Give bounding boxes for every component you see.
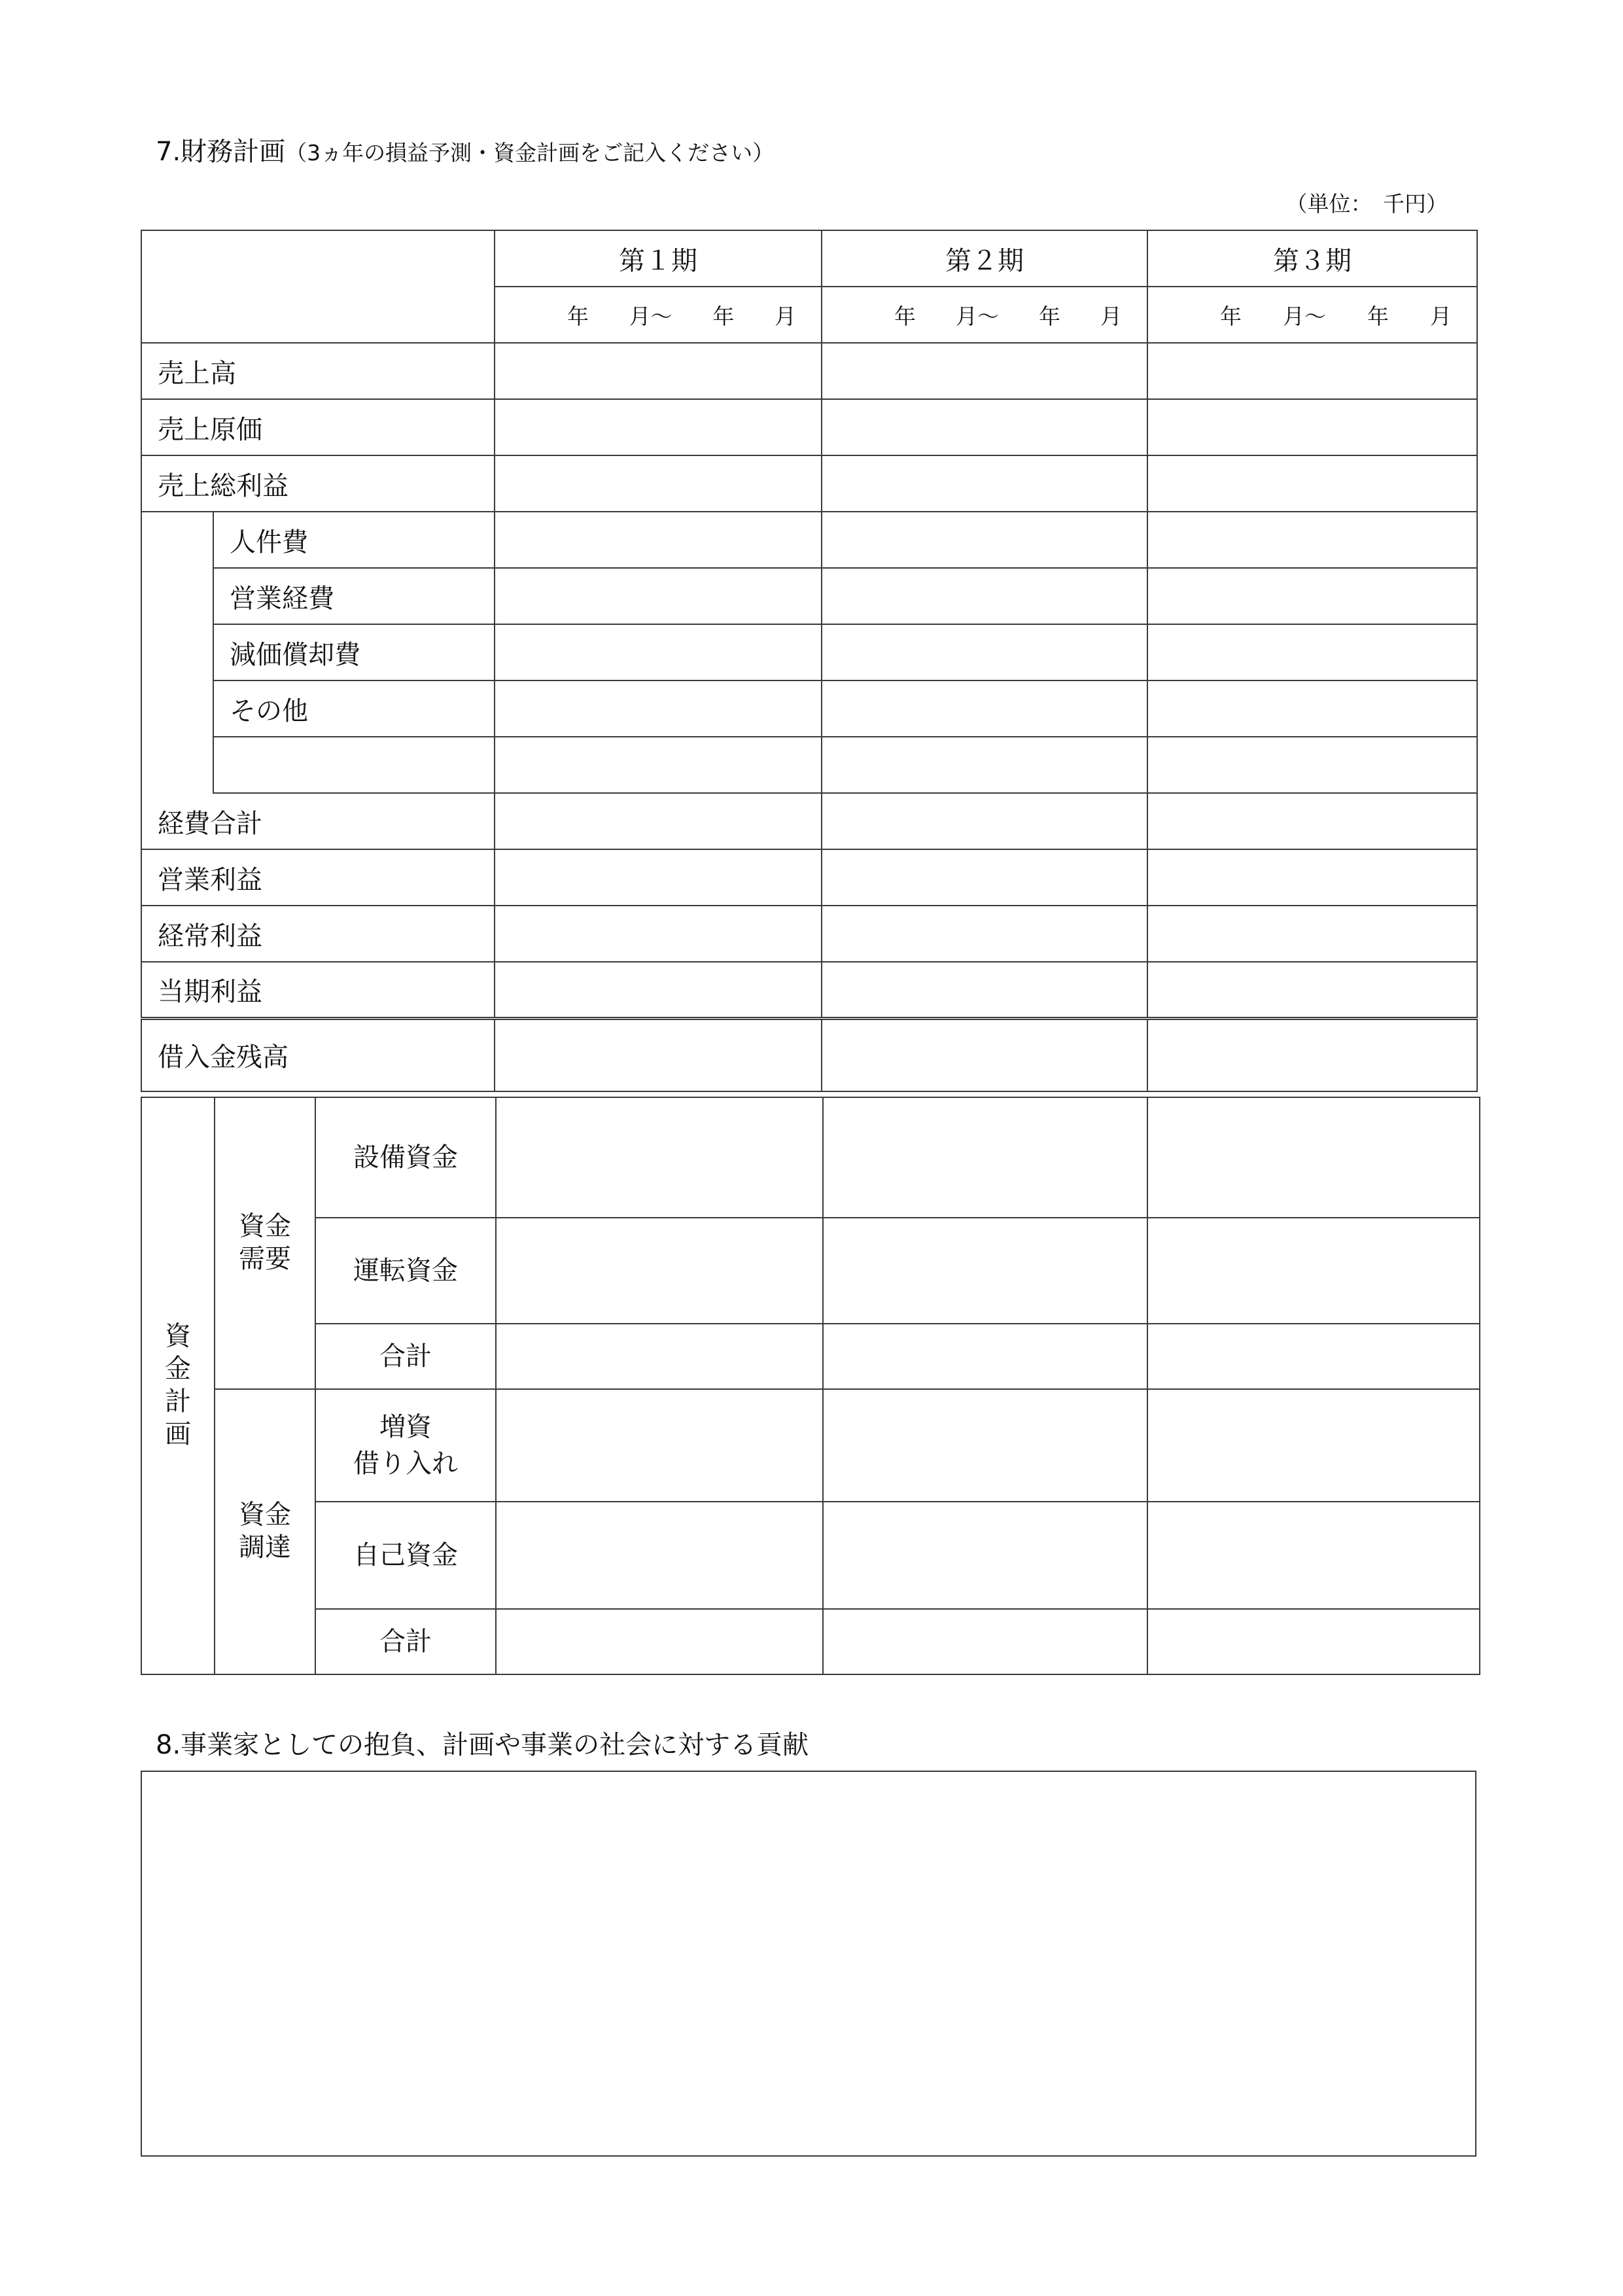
sales-p2[interactable]	[822, 343, 1147, 399]
supply-total-p2[interactable]	[823, 1609, 1147, 1674]
ordinary-profit-p1[interactable]	[495, 906, 822, 962]
section-8-title: 8.事業家としての抱負、計画や事業の社会に対する貢献	[156, 1730, 809, 1760]
own-funds-p2[interactable]	[823, 1502, 1147, 1609]
row-label-blank[interactable]	[213, 737, 495, 793]
row-label-supply-total: 合計	[315, 1609, 496, 1674]
period-2-dates[interactable]: 年 月〜 年 月	[822, 287, 1147, 343]
personnel-p3[interactable]	[1147, 512, 1477, 568]
period-3-dates[interactable]: 年 月〜 年 月	[1147, 287, 1477, 343]
operating-expenses-p1[interactable]	[495, 568, 822, 624]
row-label-depreciation: 減価償却費	[213, 624, 495, 680]
expenses-total-p2[interactable]	[822, 793, 1147, 849]
financial-plan-table	[141, 230, 1478, 1092]
other-p1[interactable]	[495, 680, 822, 737]
row-label-sales: 売上高	[141, 343, 495, 399]
net-profit-p1[interactable]	[495, 962, 822, 1018]
operating-expenses-p3[interactable]	[1147, 568, 1477, 624]
row-label-loan-balance: 借入金残高	[141, 1018, 495, 1091]
supply-total-p3[interactable]	[1147, 1609, 1480, 1674]
funding-plan-table	[141, 1097, 1480, 1675]
gross-profit-p3[interactable]	[1147, 455, 1477, 512]
funding-supply-label: 資金調達	[215, 1389, 315, 1674]
equipment-p2[interactable]	[823, 1097, 1147, 1218]
period-1-header: 第１期	[495, 230, 822, 287]
operating-profit-p2[interactable]	[822, 849, 1147, 906]
demand-total-p3[interactable]	[1147, 1324, 1480, 1389]
loan-balance-p2[interactable]	[822, 1018, 1147, 1091]
funding-plan-label: 資金計画	[141, 1097, 215, 1674]
cogs-p3[interactable]	[1147, 399, 1477, 455]
unit-label: （単位： 千円）	[1285, 191, 1448, 217]
ordinary-profit-p3[interactable]	[1147, 906, 1477, 962]
header-corner	[141, 230, 495, 343]
expenses-total-p3[interactable]	[1147, 793, 1477, 849]
working-p3[interactable]	[1147, 1218, 1480, 1324]
depreciation-p2[interactable]	[822, 624, 1147, 680]
loan-balance-p1[interactable]	[495, 1018, 822, 1091]
blank-p2[interactable]	[822, 737, 1147, 793]
personnel-p2[interactable]	[822, 512, 1147, 568]
row-label-net-profit: 当期利益	[141, 962, 495, 1018]
operating-profit-p1[interactable]	[495, 849, 822, 906]
row-label-capital-loans: 増資 借り入れ	[315, 1389, 496, 1502]
working-p2[interactable]	[823, 1218, 1147, 1324]
loan-balance-p3[interactable]	[1147, 1018, 1477, 1091]
row-label-expenses-total: 経費合計	[141, 793, 495, 849]
sales-p3[interactable]	[1147, 343, 1477, 399]
row-label-equipment-funds: 設備資金	[315, 1097, 496, 1218]
blank-p3[interactable]	[1147, 737, 1477, 793]
capital-loans-p3[interactable]	[1147, 1389, 1480, 1502]
depreciation-p3[interactable]	[1147, 624, 1477, 680]
row-label-other: その他	[213, 680, 495, 737]
depreciation-p1[interactable]	[495, 624, 822, 680]
working-p1[interactable]	[496, 1218, 823, 1324]
row-label-ordinary-profit: 経常利益	[141, 906, 495, 962]
expenses-total-p1[interactable]	[495, 793, 822, 849]
operating-expenses-p2[interactable]	[822, 568, 1147, 624]
ordinary-profit-p2[interactable]	[822, 906, 1147, 962]
row-label-working-funds: 運転資金	[315, 1218, 496, 1324]
expense-indent	[141, 512, 213, 793]
own-funds-p1[interactable]	[496, 1502, 823, 1609]
capital-loans-p1[interactable]	[496, 1389, 823, 1502]
demand-total-p2[interactable]	[823, 1324, 1147, 1389]
operating-profit-p3[interactable]	[1147, 849, 1477, 906]
personnel-p1[interactable]	[495, 512, 822, 568]
net-profit-p3[interactable]	[1147, 962, 1477, 1018]
period-1-dates[interactable]: 年 月〜 年 月	[495, 287, 822, 343]
funding-demand-label: 資金需要	[215, 1097, 315, 1389]
other-p2[interactable]	[822, 680, 1147, 737]
blank-p1[interactable]	[495, 737, 822, 793]
supply-total-p1[interactable]	[496, 1609, 823, 1674]
row-label-operating-profit: 営業利益	[141, 849, 495, 906]
equipment-p3[interactable]	[1147, 1097, 1480, 1218]
gross-profit-p2[interactable]	[822, 455, 1147, 512]
cogs-p2[interactable]	[822, 399, 1147, 455]
net-profit-p2[interactable]	[822, 962, 1147, 1018]
section-7-title	[156, 131, 774, 168]
period-3-header: 第３期	[1147, 230, 1477, 287]
row-label-personnel: 人件費	[213, 512, 495, 568]
row-label-operating-expenses: 営業経費	[213, 568, 495, 624]
section-8-text-box[interactable]	[141, 1771, 1476, 2157]
row-label-gross-profit: 売上総利益	[141, 455, 495, 512]
row-label-demand-total: 合計	[315, 1324, 496, 1389]
section-7-heading: 7.財務計画	[156, 137, 286, 167]
row-label-own-funds: 自己資金	[315, 1502, 496, 1609]
capital-loans-p2[interactable]	[823, 1389, 1147, 1502]
row-label-cogs: 売上原価	[141, 399, 495, 455]
equipment-p1[interactable]	[496, 1097, 823, 1218]
gross-profit-p1[interactable]	[495, 455, 822, 512]
section-7-instruction: （3ヵ年の損益予測・資金計画をご記入ください）	[285, 140, 775, 166]
other-p3[interactable]	[1147, 680, 1477, 737]
sales-p1[interactable]	[495, 343, 822, 399]
cogs-p1[interactable]	[495, 399, 822, 455]
demand-total-p1[interactable]	[496, 1324, 823, 1389]
period-2-header: 第２期	[822, 230, 1147, 287]
own-funds-p3[interactable]	[1147, 1502, 1480, 1609]
